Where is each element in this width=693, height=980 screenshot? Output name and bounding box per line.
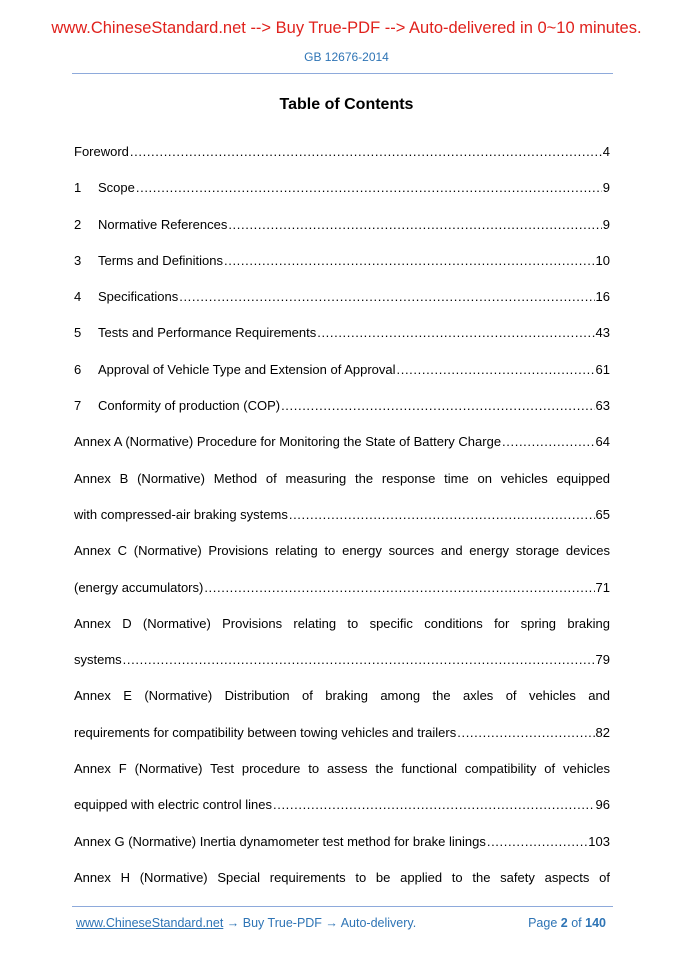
header-divider xyxy=(72,73,613,74)
toc-entry-annex-c-line1[interactable]: Annex C (Normative) Provisions relating to energy sources and energy storage devices xyxy=(74,543,610,559)
toc-entry-specifications[interactable] xyxy=(74,285,610,321)
toc-entry-text: systems xyxy=(74,652,122,668)
toc-entry-page: 71 xyxy=(595,579,610,595)
toc-entry-page: 61 xyxy=(595,361,610,377)
toc-entry-number: 5 xyxy=(74,325,82,341)
toc-entry-page: 9 xyxy=(602,216,610,232)
toc-leader-dots xyxy=(136,176,602,200)
page-label: Page xyxy=(528,916,558,930)
toc-entry-page: 9 xyxy=(602,180,610,196)
toc-entry-annex-a[interactable] xyxy=(74,430,610,466)
toc-leader-dots xyxy=(130,140,602,164)
toc-entry-number: 2 xyxy=(74,216,82,232)
toc-entry-page: 43 xyxy=(595,325,610,341)
toc-leader-dots xyxy=(281,394,594,418)
page-total: 140 xyxy=(585,916,606,930)
toc-leader-dots xyxy=(487,830,587,854)
toc-leader-dots xyxy=(204,576,594,600)
toc-entry-annex-f-line1[interactable]: Annex F (Normative) Test procedure to assess the functional compatibility of vehicles xyxy=(74,761,610,777)
toc-entry-page: 65 xyxy=(595,506,610,522)
toc-entry-tests-performance[interactable] xyxy=(74,321,610,357)
toc-leader-dots xyxy=(179,285,594,309)
standard-code-header: GB 12676-2014 xyxy=(304,50,389,64)
footer-promo xyxy=(76,916,416,930)
toc-entry-terms-definitions[interactable] xyxy=(74,249,610,285)
toc-entry-number: 4 xyxy=(74,289,82,305)
toc-entry-text: Scope xyxy=(98,180,135,196)
table-of-contents xyxy=(74,140,610,902)
toc-entry-number: 7 xyxy=(74,398,82,414)
toc-entry-number: 1 xyxy=(74,180,82,196)
toc-leader-dots xyxy=(273,793,595,817)
toc-entry-page: 79 xyxy=(595,652,610,668)
toc-entry-page: 96 xyxy=(595,797,610,813)
toc-title: Table of Contents xyxy=(279,96,414,113)
page-of: of xyxy=(571,916,582,930)
toc-entry-annex-f-line2[interactable] xyxy=(74,793,610,829)
toc-entry-scope[interactable] xyxy=(74,176,610,212)
toc-entry-text: Terms and Definitions xyxy=(98,252,223,268)
toc-entry-page: 64 xyxy=(595,434,610,450)
toc-entry-text: Approval of Vehicle Type and Extension of Approval xyxy=(98,361,396,377)
toc-entry-number: 3 xyxy=(74,252,82,268)
toc-entry-foreword[interactable] xyxy=(74,140,610,176)
toc-entry-text: Annex G (Normative) Inertia dynamometer test method for brake linings xyxy=(74,833,486,849)
toc-entry-text: Tests and Performance Requirements xyxy=(98,325,317,341)
toc-entry-number: 6 xyxy=(74,361,82,377)
toc-leader-dots xyxy=(317,321,594,345)
footer-divider xyxy=(72,906,613,907)
promo-banner[interactable]: www.ChineseStandard.net --> Buy True-PDF --> Auto-delivered in 0~10 minutes. xyxy=(51,19,642,37)
toc-entry-text: Normative References xyxy=(98,216,228,232)
toc-entry-annex-b-line2[interactable] xyxy=(74,503,610,539)
page-indicator xyxy=(528,916,606,930)
toc-entry-text: Conformity of production (COP) xyxy=(98,398,281,414)
toc-leader-dots xyxy=(228,213,601,237)
toc-leader-dots xyxy=(457,721,594,745)
footer-promo-text: → Buy True-PDF → Auto-delivery. xyxy=(223,916,417,930)
toc-entry-text: Foreword xyxy=(74,144,129,159)
toc-leader-dots xyxy=(289,503,595,527)
toc-entry-annex-g[interactable] xyxy=(74,830,610,866)
toc-entry-page: 16 xyxy=(595,289,610,305)
toc-entry-annex-h-line1[interactable]: Annex H (Normative) Special requirements to be applied to the safety aspects of xyxy=(74,869,610,885)
toc-entry-page: 10 xyxy=(595,252,610,268)
toc-leader-dots xyxy=(397,358,595,382)
page-current: 2 xyxy=(560,916,568,930)
toc-entry-annex-d-line2[interactable] xyxy=(74,648,610,684)
toc-entry-text: equipped with electric control lines xyxy=(74,797,272,813)
footer-site-link[interactable]: www.ChineseStandard.net xyxy=(76,916,224,930)
toc-entry-annex-d-line1[interactable]: Annex D (Normative) Provisions relating to specific conditions for spring braking xyxy=(74,615,610,631)
toc-entry-text: Annex A (Normative) Procedure for Monitoring the State of Battery Charge xyxy=(74,434,502,450)
toc-leader-dots xyxy=(502,430,594,454)
toc-entry-page: 82 xyxy=(595,724,610,740)
toc-leader-dots xyxy=(224,249,595,273)
toc-entry-conformity[interactable] xyxy=(74,394,610,430)
toc-leader-dots xyxy=(123,648,595,672)
toc-entry-text: Specifications xyxy=(98,289,179,305)
toc-entry-page: 103 xyxy=(588,833,610,849)
toc-entry-annex-b-line1[interactable]: Annex B (Normative) Method of measuring the response time on vehicles equipped xyxy=(74,470,610,486)
toc-entry-approval[interactable] xyxy=(74,358,610,394)
toc-entry-normative-references[interactable] xyxy=(74,213,610,249)
toc-entry-page: 63 xyxy=(595,398,610,414)
toc-entry-annex-c-line2[interactable] xyxy=(74,576,610,612)
toc-entry-text: requirements for compatibility between towing vehicles and trailers xyxy=(74,724,457,740)
toc-entry-annex-e-line2[interactable] xyxy=(74,721,610,757)
toc-entry-text: with compressed-air braking systems xyxy=(74,506,288,522)
toc-entry-annex-e-line1[interactable]: Annex E (Normative) Distribution of braking among the axles of vehicles and xyxy=(74,688,610,704)
toc-entry-page: 4 xyxy=(602,144,610,159)
toc-entry-text: (energy accumulators) xyxy=(74,579,204,595)
